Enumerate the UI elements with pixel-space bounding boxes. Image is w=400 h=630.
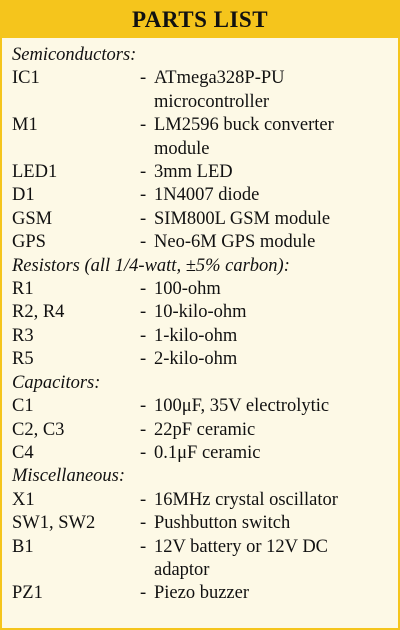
part-row xyxy=(12,325,390,348)
part-row xyxy=(12,184,390,207)
separator-dash: - xyxy=(140,536,147,557)
separator-dash: - xyxy=(140,208,147,229)
part-code: R5 xyxy=(12,349,34,370)
section-title: Semiconductors: xyxy=(12,45,137,65)
part-description xyxy=(154,278,390,301)
part-row xyxy=(12,536,390,583)
part-code: C4 xyxy=(12,442,34,463)
part-description-line: 12V battery or 12V DC xyxy=(154,536,329,557)
part-description-line: Pushbutton switch xyxy=(154,513,291,534)
part-code: PZ1 xyxy=(12,583,43,604)
part-row xyxy=(12,489,390,512)
parts-list-title: PARTS LIST xyxy=(2,2,398,38)
separator-dash: - xyxy=(140,396,147,417)
separator-dash: - xyxy=(140,489,147,510)
part-description-line: 100μF, 35V electrolytic xyxy=(154,396,330,417)
part-row xyxy=(12,208,390,231)
part-row xyxy=(12,395,390,418)
separator-dash: - xyxy=(140,513,147,534)
part-code: R3 xyxy=(12,325,34,346)
part-code: SW1, SW2 xyxy=(12,513,96,534)
part-row xyxy=(12,67,390,114)
part-description-line: 22pF ceramic xyxy=(154,419,256,440)
part-description xyxy=(154,161,390,184)
separator-dash: - xyxy=(140,349,147,370)
part-description-line: module xyxy=(154,138,210,159)
section-title: Miscellaneous: xyxy=(12,466,126,487)
part-description xyxy=(154,419,390,442)
part-description xyxy=(154,301,390,324)
part-description-line: LM2596 buck converter xyxy=(154,115,334,136)
part-code: R1 xyxy=(12,279,34,300)
part-description-line: 3mm LED xyxy=(154,162,233,183)
separator-dash: - xyxy=(140,68,147,89)
part-code: D1 xyxy=(12,185,35,206)
part-code: IC1 xyxy=(12,68,40,89)
part-description-line: adaptor xyxy=(154,559,210,580)
part-row xyxy=(12,301,390,324)
separator-dash: - xyxy=(140,325,147,346)
part-row xyxy=(12,582,390,605)
section-title: Resistors (all 1/4-watt, ±5% carbon): xyxy=(12,255,290,276)
part-description-line: Piezo buzzer xyxy=(154,583,250,604)
separator-dash: - xyxy=(140,302,147,323)
part-description xyxy=(154,489,390,512)
separator-dash: - xyxy=(140,162,147,183)
section-title: Capacitors: xyxy=(12,372,101,393)
part-code: LED1 xyxy=(12,162,58,183)
part-description xyxy=(154,582,390,605)
separator-dash: - xyxy=(140,232,147,253)
part-description-line: Neo-6M GPS module xyxy=(154,232,316,253)
part-description-line: 1N4007 diode xyxy=(154,185,260,206)
part-description-line: 100-ohm xyxy=(154,279,221,300)
part-description xyxy=(154,325,390,348)
part-description-line: 2-kilo-ohm xyxy=(154,349,238,370)
separator-dash: - xyxy=(140,185,147,206)
part-row xyxy=(12,161,390,184)
part-code: M1 xyxy=(12,115,38,136)
part-row xyxy=(12,348,390,371)
part-description xyxy=(154,442,390,465)
parts-list-body xyxy=(2,38,398,606)
part-description xyxy=(154,231,390,254)
part-description-line: 10-kilo-ohm xyxy=(154,302,247,323)
part-description-line: microcontroller xyxy=(154,91,270,112)
part-row xyxy=(12,419,390,442)
separator-dash: - xyxy=(140,279,147,300)
part-code: R2, R4 xyxy=(12,302,65,323)
separator-dash: - xyxy=(140,442,147,463)
part-row xyxy=(12,278,390,301)
part-description xyxy=(154,184,390,207)
part-row xyxy=(12,442,390,465)
part-description-line: 16MHz crystal oscillator xyxy=(154,489,338,510)
part-code: GPS xyxy=(12,232,46,253)
part-description xyxy=(154,208,390,231)
part-code: B1 xyxy=(12,536,34,557)
part-description-line: 0.1μF ceramic xyxy=(154,442,261,463)
part-row xyxy=(12,114,390,161)
part-description-line: ATmega328P-PU xyxy=(154,68,285,89)
part-description xyxy=(154,395,390,418)
part-description xyxy=(154,536,390,583)
part-code: C2, C3 xyxy=(12,419,65,440)
separator-dash: - xyxy=(140,115,147,136)
part-description-line: 1-kilo-ohm xyxy=(154,325,238,346)
part-row xyxy=(12,512,390,535)
separator-dash: - xyxy=(140,583,147,604)
part-description xyxy=(154,512,390,535)
part-description xyxy=(154,114,390,161)
part-description-line: SIM800L GSM module xyxy=(154,208,331,229)
part-code: X1 xyxy=(12,489,35,510)
part-code: C1 xyxy=(12,396,34,417)
part-description xyxy=(154,348,390,371)
part-code: GSM xyxy=(12,208,53,229)
separator-dash: - xyxy=(140,419,147,440)
part-description xyxy=(154,67,390,114)
part-row xyxy=(12,231,390,254)
